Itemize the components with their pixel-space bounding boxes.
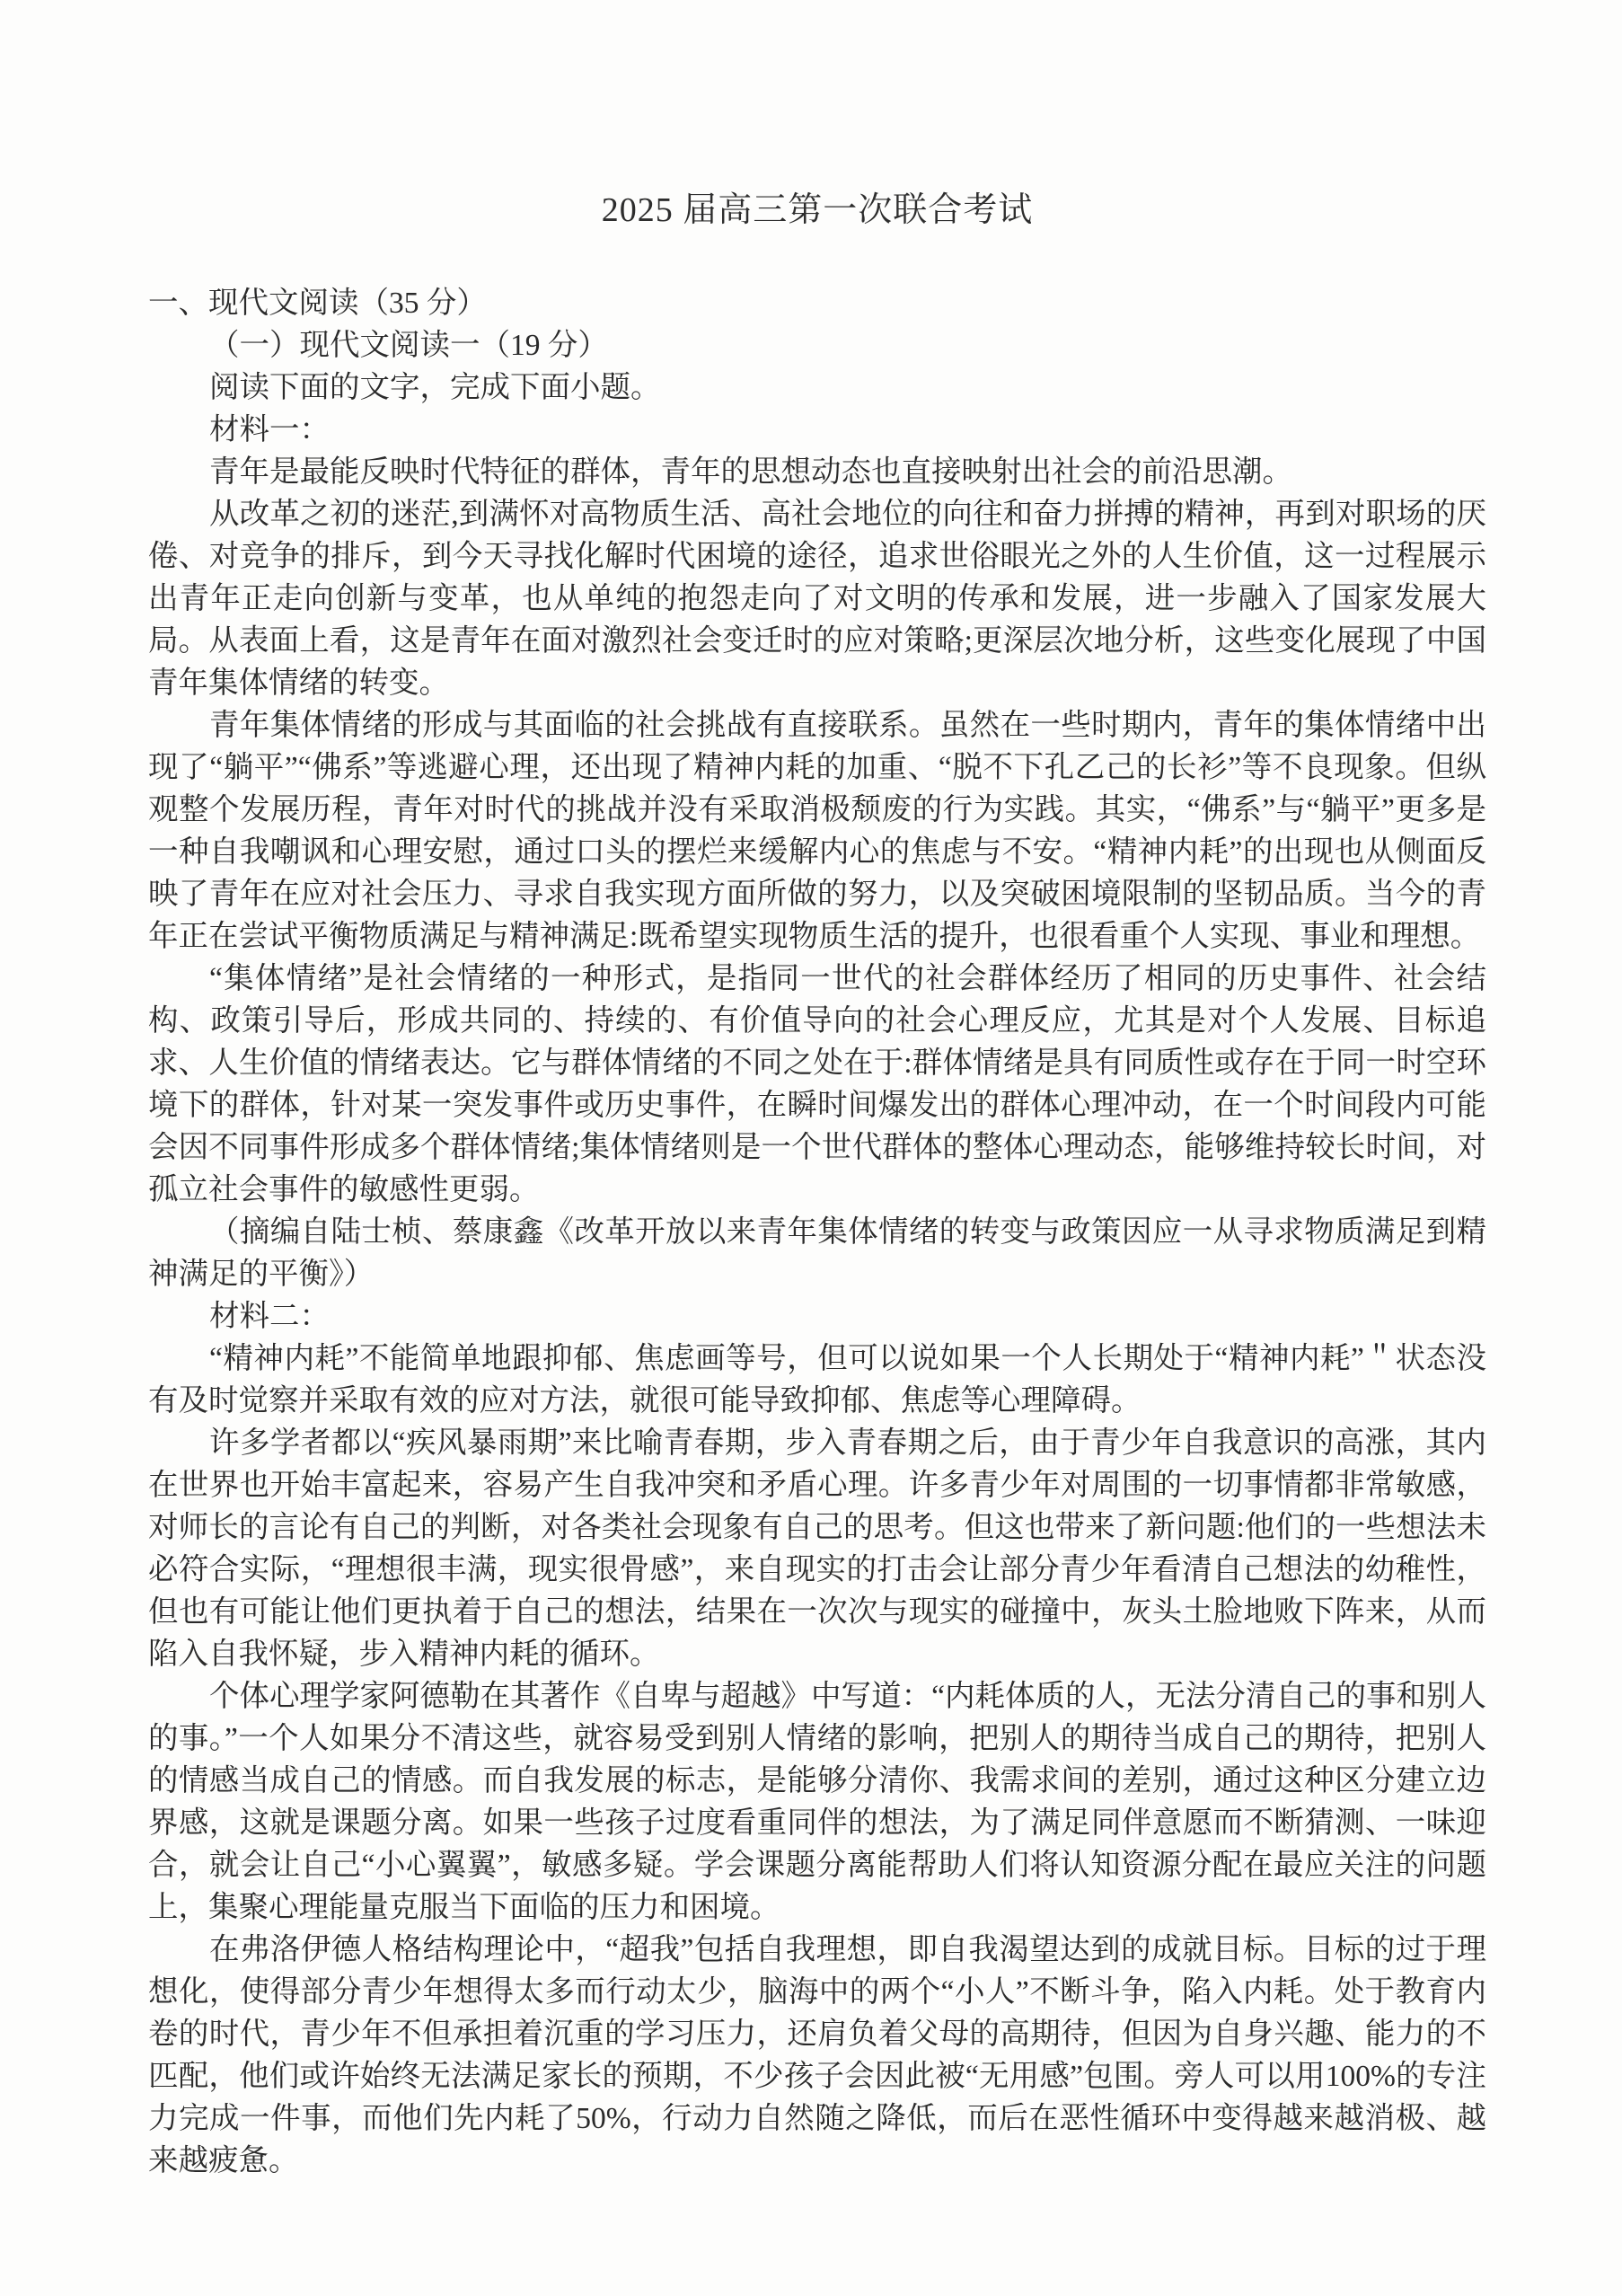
- material-one-paragraph-4: “集体情绪”是社会情绪的一种形式，是指同一世代的社会群体经历了相同的历史事件、社会结构、政策引导后，形成共同的、持续的、有价值导向的社会心理反应，尤其是对个人发展、目标追求、人生价值的情绪表达。它与群体情绪的不同之处在于:群体情绪是具有同质性或存在于同一时空环境下的群体，针对某一突发事件或历史事件，在瞬时间爆发出的群体心理冲动，在一个时间段内可能会因不同事件形成多个群体情绪;集体情绪则是一个世代群体的整体心理动态，能够维持较长时间，对孤立社会事件的敏感性更弱。: [148, 962, 1486, 1206]
- material-one-paragraph-3: 青年集体情绪的形成与其面临的社会挑战有直接联系。虽然在一些时期内，青年的集体情绪中出现了“躺平”“佛系”等逃避心理，还出现了精神内耗的加重、“脱不下孔乙己的长衫”等不良现象。但纵观整个发展历程，青年对时代的挑战并没有采取消极颓废的行为实践。其实，“佛系”与“躺平”更多是一种自我嘲讽和心理安慰，通过口头的摆烂来缓解内心的焦虑与不安。“精神内耗”的出现也从侧面反映了青年在应对社会压力、寻求自我实现方面所做的努力，以及突破困境限制的坚韧品质。当今的青年正在尝试平衡物质满足与精神满足:既希望实现物质生活的提升，也很看重个人实现、事业和理想。: [148, 709, 1486, 953]
- page-title: 2025 届高三第一次联合考试: [601, 191, 1034, 229]
- instruction-line: 阅读下面的文字，完成下面小题。: [209, 371, 661, 404]
- material-two-paragraph-4: 在弗洛伊德人格结构理论中，“超我”包括自我理想，即自我渴望达到的成就目标。目标的过于理想化，使得部分青少年想得太多而行动太少，脑海中的两个“小人”不断斗争，陷入内耗。处于教育内卷的时代，青少年不但承担着沉重的学习压力，还肩负着父母的高期待，但因为自身兴趣、能力的不匹配，他们或许始终无法满足家长的预期，不少孩子会因此被“无用感”包围。旁人可以用100%的专注力完成一件事，而他们先内耗了50%，行动力自然随之降低，而后在恶性循环中变得越来越消极、越来越疲惫。: [148, 1933, 1486, 2177]
- material-one-label: 材料一：: [209, 413, 330, 446]
- material-one-paragraph-2: 从改革之初的迷茫,到满怀对高物质生活、高社会地位的向往和奋力拼搏的精神，再到对职场的厌倦、对竞争的排斥，到今天寻找化解时代困境的途径，追求世俗眼光之外的人生价值，这一过程展示出青年正走向创新与变革，也从单纯的抱怨走向了对文明的传承和发展，进一步融入了国家发展大局。从表面上看，这是青年在面对激烈社会变迁时的应对策略;更深层次地分析，这些变化展现了中国青年集体情绪的转变。: [148, 498, 1486, 700]
- material-two-paragraph-1: “精神内耗”不能简单地跟抑郁、焦虑画等号，但可以说如果一个人长期处于“精神内耗”＂状态没有及时觉察并采取有效的应对方法，就很可能导致抑郁、焦虑等心理障碍。: [148, 1342, 1486, 1417]
- material-two-paragraph-3: 个体心理学家阿德勒在其著作《自卑与超越》中写道：“内耗体质的人，无法分清自己的事和别人的事。”一个人如果分不清这些，就容易受到别人情绪的影响，把别人的期待当成自己的期待，把别人的情感当成自己的情感。而自我发展的标志，是能够分清你、我需求间的差别，通过这种区分建立边界感，这就是课题分离。如果一些孩子过度看重同伴的想法，为了满足同伴意愿而不断猜测、一味迎合，就会让自己“小心翼翼”，敏感多疑。学会课题分离能帮助人们将认知资源分配在最应关注的问题上，集聚心理能量克服当下面临的压力和困境。: [148, 1680, 1486, 1924]
- section-heading: 一、现代文阅读（35 分）: [148, 287, 487, 320]
- material-two-label: 材料二：: [209, 1300, 330, 1333]
- material-two-paragraph-2: 许多学者都以“疾风暴雨期”来比喻青春期，步入青春期之后，由于青少年自我意识的高涨，其内在世界也开始丰富起来，容易产生自我冲突和矛盾心理。许多青少年对周围的一切事情都非常敏感，对师长的言论有自己的判断，对各类社会现象有自己的思考。但这也带来了新问题:他们的一些想法未必符合实际，“理想很丰满，现实很骨感”，来自现实的打击会让部分青少年看清自己想法的幼稚性，但也有可能让他们更执着于自己的想法，结果在一次次与现实的碰撞中，灰头土脸地败下阵来，从而陷入自我怀疑，步入精神内耗的循环。: [148, 1426, 1486, 1671]
- exam-body: [148, 282, 1486, 2182]
- material-one-citation: （摘编自陆士桢、蔡康鑫《改革开放以来青年集体情绪的转变与政策因应一从寻求物质满足到精神满足的平衡》）: [148, 1215, 1486, 1291]
- material-one-paragraph-1: 青年是最能反映时代特征的群体，青年的思想动态也直接映射出社会的前沿思潮。: [209, 455, 1292, 489]
- subsection-heading: （一）现代文阅读一（19 分）: [209, 329, 608, 362]
